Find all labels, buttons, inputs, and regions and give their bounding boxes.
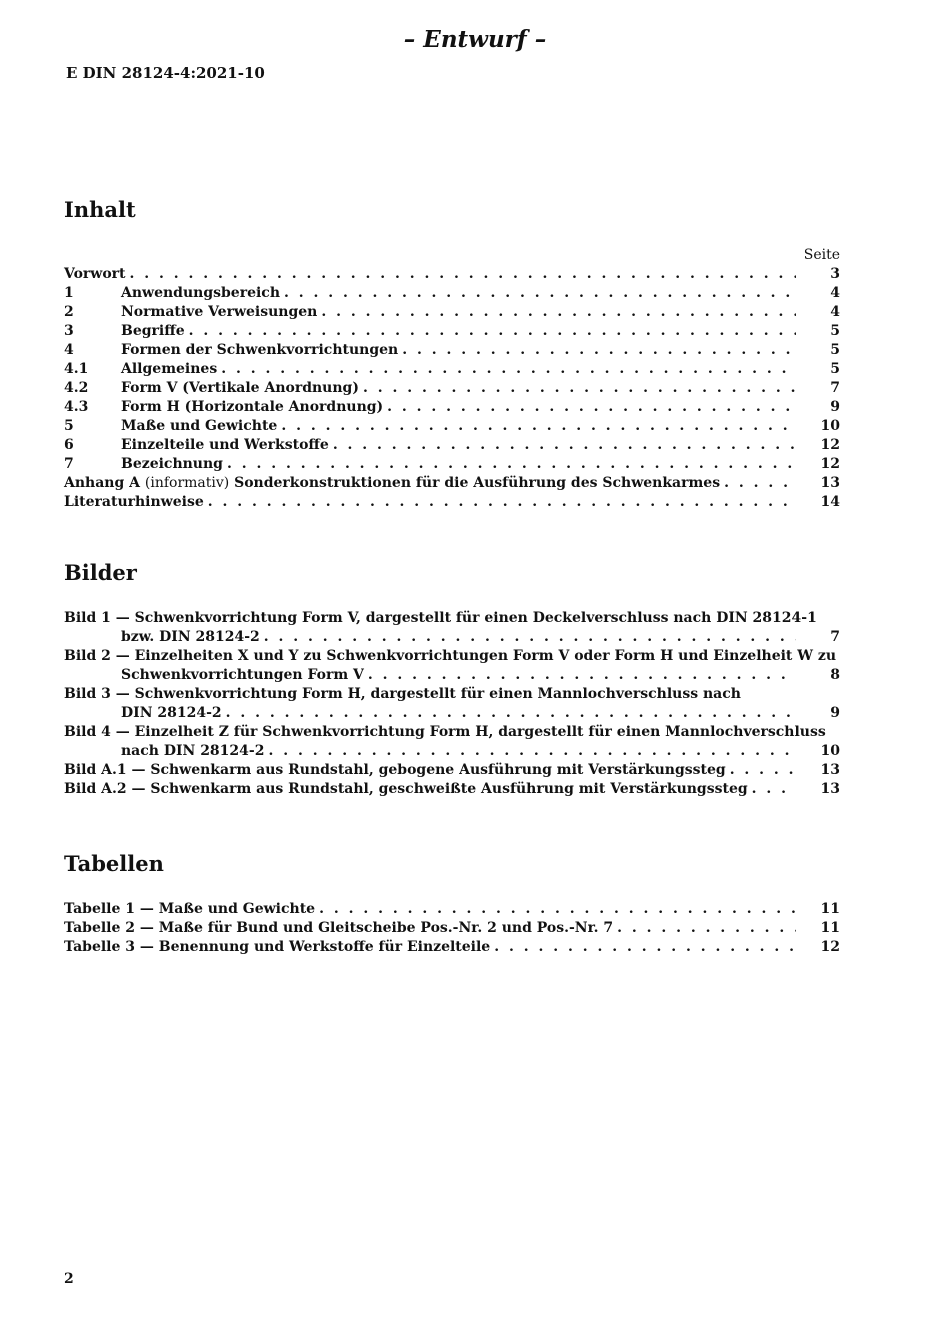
figure-entry-title: Bild 2 — Einzelheiten X und Y zu Schwenkvorrichtungen Form V oder Form H und Einzelheit W zu bbox=[64, 648, 837, 664]
figures-list bbox=[64, 609, 840, 799]
toc-entry-page: 12 bbox=[820, 456, 840, 472]
figure-entry[interactable] bbox=[64, 780, 840, 799]
toc-entry-title: Maße und Gewichte bbox=[121, 418, 278, 434]
table-entry-title: Tabelle 1 — Maße und Gewichte bbox=[64, 901, 316, 917]
toc-entry-number: 4.1 bbox=[64, 361, 89, 377]
figure-entry-title-cont: Schwenkvorrichtungen Form V bbox=[121, 667, 364, 683]
leader-dots bbox=[730, 761, 796, 780]
page-column-label: Seite bbox=[803, 247, 840, 263]
figure-entry-page: 10 bbox=[820, 743, 840, 759]
toc-entry[interactable] bbox=[64, 284, 840, 303]
toc-entry-title: Begriffe bbox=[121, 323, 185, 339]
toc-entry[interactable] bbox=[64, 398, 840, 417]
figure-entry-title: Bild A.2 — Schwenkarm aus Rundstahl, geschweißte Ausführung mit Verstärkungssteg bbox=[64, 781, 748, 797]
figure-entry-title: Bild 4 — Einzelheit Z für Schwenkvorrichtung Form H, dargestellt für einen Mannlochverschluss bbox=[64, 724, 826, 740]
toc-entry-page: 12 bbox=[820, 437, 840, 453]
leader-dots bbox=[130, 265, 796, 284]
toc-entry-page: 4 bbox=[830, 285, 840, 301]
toc-entry-title: Einzelteile und Werkstoffe bbox=[121, 437, 329, 453]
leader-dots bbox=[284, 284, 796, 303]
leader-dots bbox=[321, 303, 796, 322]
figure-entry-title: Bild 1 — Schwenkvorrichtung Form V, dargestellt für einen Deckelverschluss nach DIN 28124-1 bbox=[64, 610, 817, 626]
leader-dots bbox=[724, 474, 796, 493]
toc-entry-number: 7 bbox=[64, 456, 74, 472]
figure-entry-page: 9 bbox=[830, 705, 840, 721]
table-entry[interactable] bbox=[64, 919, 840, 938]
figure-entry-title-cont: bzw. DIN 28124-2 bbox=[121, 629, 260, 645]
table-entry[interactable] bbox=[64, 900, 840, 919]
figure-entry-page: 13 bbox=[820, 781, 840, 797]
leader-dots bbox=[363, 379, 796, 398]
figures-heading: Bilder bbox=[64, 560, 137, 585]
leader-dots bbox=[319, 900, 796, 919]
toc-entry-number: 2 bbox=[64, 304, 74, 320]
figure-entry[interactable] bbox=[64, 723, 840, 761]
toc-entry[interactable] bbox=[64, 455, 840, 474]
toc-entry-page: 9 bbox=[830, 399, 840, 415]
toc-entry[interactable] bbox=[64, 341, 840, 360]
toc-entry[interactable] bbox=[64, 417, 840, 436]
figure-entry[interactable] bbox=[64, 609, 840, 647]
toc-entry-page: 5 bbox=[830, 323, 840, 339]
figure-entry-title: Bild A.1 — Schwenkarm aus Rundstahl, gebogene Ausführung mit Verstärkungssteg bbox=[64, 762, 726, 778]
toc-entry[interactable] bbox=[64, 436, 840, 455]
toc-entry-number: 1 bbox=[64, 285, 74, 301]
figure-entry-page: 7 bbox=[830, 629, 840, 645]
leader-dots bbox=[264, 628, 796, 647]
toc-entry-page: 13 bbox=[820, 475, 840, 491]
contents-list bbox=[64, 246, 840, 512]
toc-entry-page: 3 bbox=[830, 266, 840, 282]
table-entry-page: 12 bbox=[820, 939, 840, 955]
leader-dots bbox=[368, 666, 796, 685]
figure-entry[interactable] bbox=[64, 685, 840, 723]
figure-entry[interactable] bbox=[64, 761, 840, 780]
toc-entry-title: Form H (Horizontale Anordnung) bbox=[121, 399, 384, 415]
contents-heading: Inhalt bbox=[64, 197, 136, 222]
table-entry-title: Tabelle 2 — Maße für Bund und Gleitscheibe Pos.-Nr. 2 und Pos.-Nr. 7 bbox=[64, 920, 614, 936]
leader-dots bbox=[617, 919, 796, 938]
leader-dots bbox=[752, 780, 796, 799]
toc-entry-vorwort[interactable] bbox=[64, 265, 840, 284]
leader-dots bbox=[268, 742, 796, 761]
table-entry-page: 11 bbox=[820, 901, 840, 917]
toc-entry[interactable] bbox=[64, 360, 840, 379]
leader-dots bbox=[226, 704, 796, 723]
table-entry[interactable] bbox=[64, 938, 840, 957]
leader-dots bbox=[494, 938, 796, 957]
toc-entry-title: Vorwort bbox=[64, 266, 126, 282]
toc-entry-number: 5 bbox=[64, 418, 74, 434]
leader-dots bbox=[208, 493, 796, 512]
toc-entry-page: 5 bbox=[830, 342, 840, 358]
toc-entry-title: Anwendungsbereich bbox=[121, 285, 280, 301]
toc-entry-page: 4 bbox=[830, 304, 840, 320]
toc-entry-page: 7 bbox=[830, 380, 840, 396]
toc-entry[interactable] bbox=[64, 322, 840, 341]
annex-type: (informativ) bbox=[144, 475, 230, 491]
leader-dots bbox=[227, 455, 796, 474]
toc-entry-title: Literaturhinweise bbox=[64, 494, 204, 510]
toc-entry-title: Formen der Schwenkvorrichtungen bbox=[121, 342, 399, 358]
toc-entry[interactable] bbox=[64, 303, 840, 322]
toc-entry-title: Form V (Vertikale Anordnung) bbox=[121, 380, 359, 396]
toc-entry-number: 3 bbox=[64, 323, 74, 339]
figure-entry[interactable] bbox=[64, 647, 840, 685]
annex-label: Anhang A bbox=[64, 475, 140, 491]
leader-dots bbox=[221, 360, 796, 379]
leader-dots bbox=[281, 417, 796, 436]
annex-title: Sonderkonstruktionen für die Ausführung des Schwenkarmes bbox=[234, 475, 721, 491]
figure-entry-title: Bild 3 — Schwenkvorrichtung Form H, dargestellt für einen Mannlochverschluss nach bbox=[64, 686, 741, 702]
tables-heading: Tabellen bbox=[64, 851, 164, 876]
toc-entry-title: Bezeichnung bbox=[121, 456, 223, 472]
leader-dots bbox=[189, 322, 796, 341]
page-number: 2 bbox=[64, 1271, 74, 1287]
leader-dots bbox=[333, 436, 796, 455]
toc-entry-page: 10 bbox=[820, 418, 840, 434]
figure-entry-title-cont: DIN 28124-2 bbox=[121, 705, 222, 721]
draft-label: – Entwurf – bbox=[403, 26, 547, 53]
figure-entry-page: 8 bbox=[830, 667, 840, 683]
document-id: E DIN 28124-4:2021-10 bbox=[66, 64, 265, 82]
toc-entry-bibliography[interactable] bbox=[64, 493, 840, 512]
tables-list bbox=[64, 900, 840, 957]
toc-entry-page: 5 bbox=[830, 361, 840, 377]
toc-entry-number: 4.3 bbox=[64, 399, 89, 415]
toc-entry-annex-a[interactable] bbox=[64, 474, 840, 493]
toc-entry-number: 4.2 bbox=[64, 380, 89, 396]
leader-dots bbox=[402, 341, 796, 360]
toc-entry-page: 14 bbox=[820, 494, 840, 510]
table-entry-page: 11 bbox=[820, 920, 840, 936]
toc-entry-title: Allgemeines bbox=[121, 361, 218, 377]
leader-dots bbox=[387, 398, 796, 417]
toc-entry-number: 6 bbox=[64, 437, 74, 453]
toc-entry-number: 4 bbox=[64, 342, 74, 358]
toc-entry-title bbox=[64, 474, 724, 493]
toc-entry[interactable] bbox=[64, 379, 840, 398]
table-entry-title: Tabelle 3 — Benennung und Werkstoffe für Einzelteile bbox=[64, 939, 491, 955]
toc-entry-title: Normative Verweisungen bbox=[121, 304, 318, 320]
figure-entry-page: 13 bbox=[820, 762, 840, 778]
figure-entry-title-cont: nach DIN 28124-2 bbox=[121, 743, 265, 759]
